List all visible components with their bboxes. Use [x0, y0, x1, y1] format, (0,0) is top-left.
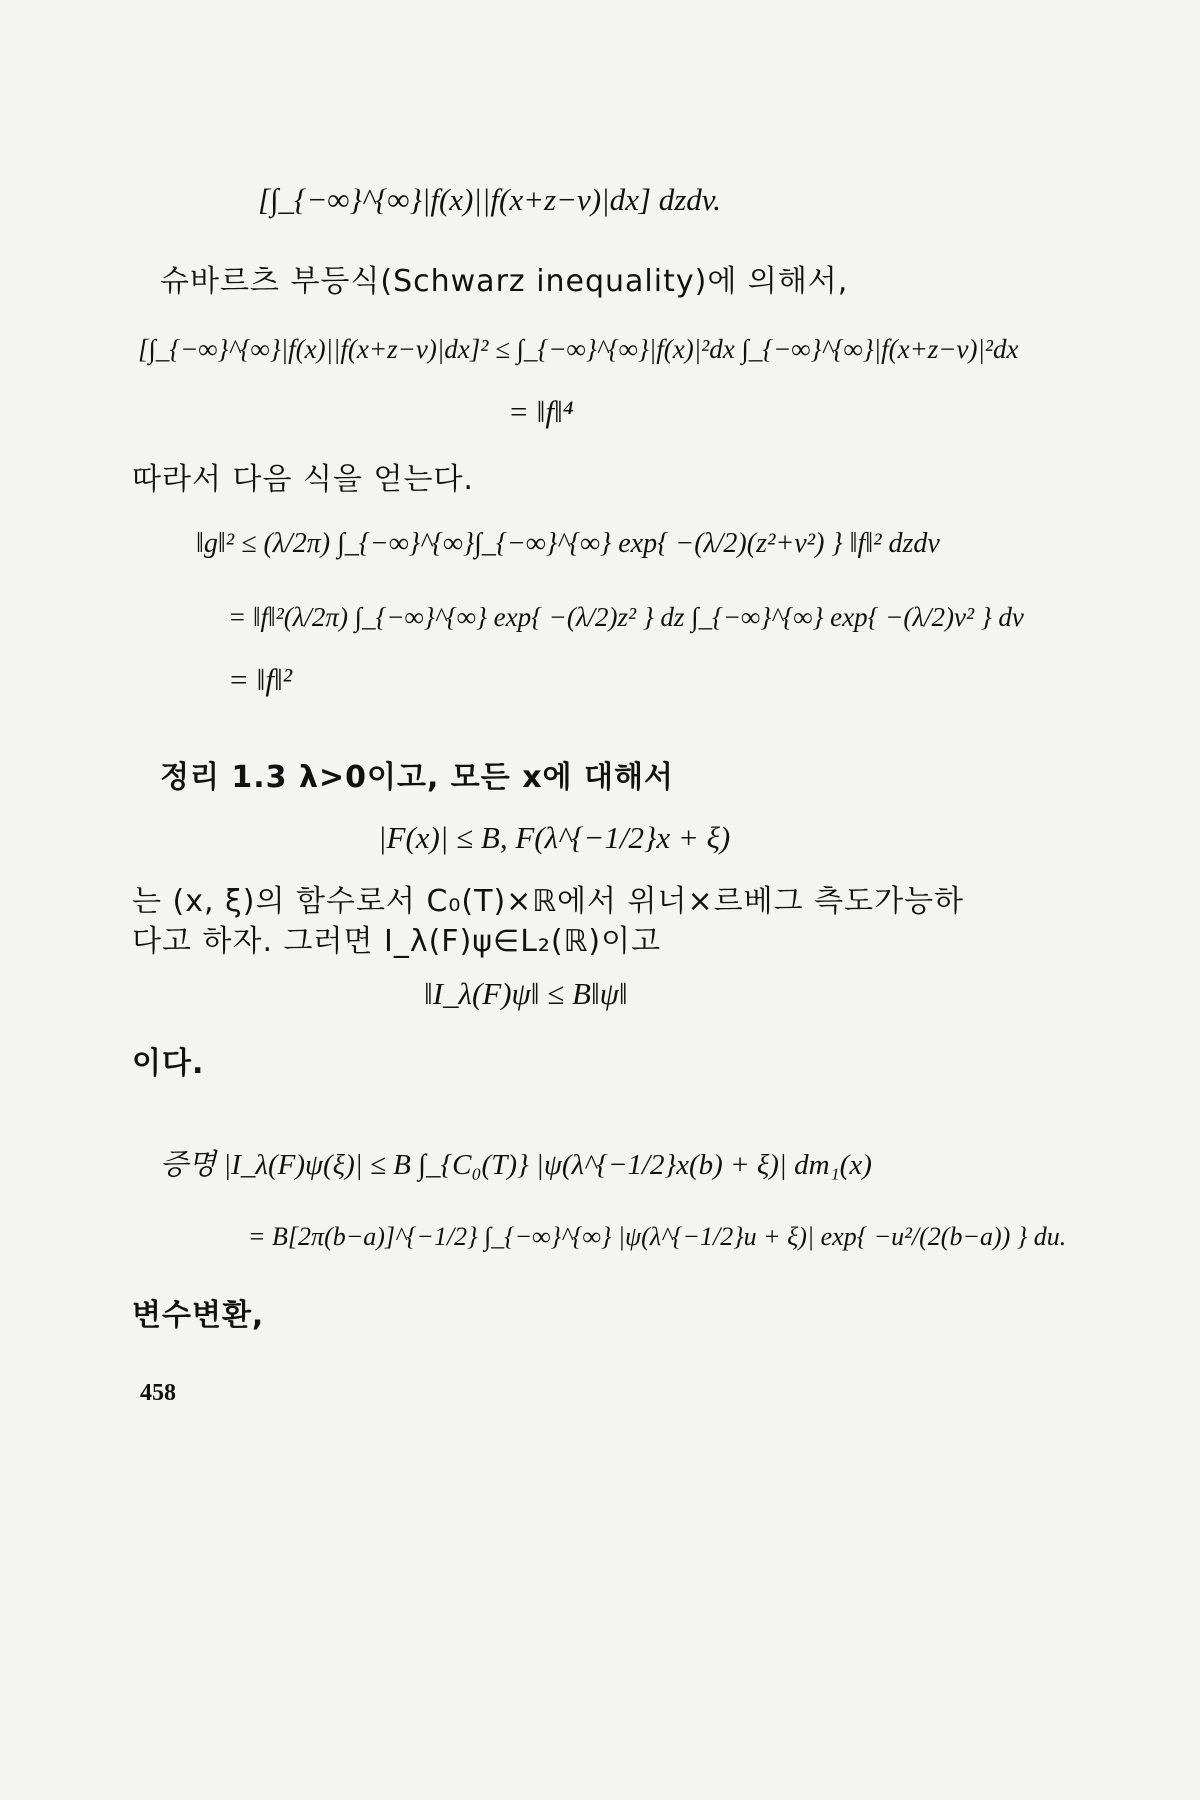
- proof-line-2: = B[2π(b−a)]^{−1/2} ∫_{−∞}^{∞} |ψ(λ^{−1/2}u + ξ)| exp{ −u²/(2(b−a)) } du.: [248, 1222, 1067, 1251]
- equation-line-1: [∫_{−∞}^{∞}|f(x)||f(x+z−v)|dx] dzdv.: [258, 182, 721, 217]
- page-number: 458: [140, 1380, 176, 1406]
- equation-line-6: = ‖f‖²: [228, 662, 292, 697]
- equation-line-3: = ‖f‖⁴: [508, 394, 574, 429]
- text-line-change-of-variables: 변수변환,: [132, 1298, 265, 1333]
- equation-line-5: = ‖f‖²(λ/2π) ∫_{−∞}^{∞} exp{ −(λ/2)z² } dz ∫_{−∞}^{∞} exp{ −(λ/2)v² } dv: [228, 602, 1024, 632]
- equation-line-4: ‖g‖² ≤ (λ/2π) ∫_{−∞}^{∞}∫_{−∞}^{∞} exp{ −(λ/2)(z²+v²) } ‖f‖² dzdv: [196, 528, 940, 559]
- equation-line-8: ‖I_λ(F)ψ‖ ≤ B‖ψ‖: [424, 976, 628, 1011]
- theorem-heading: 정리 1.3 λ>0이고, 모든 x에 대해서: [160, 760, 674, 795]
- equation-line-7: |F(x)| ≤ B, F(λ^{−1/2}x + ξ): [378, 820, 731, 855]
- equation-line-2: [∫_{−∞}^{∞}|f(x)||f(x+z−v)|dx]² ≤ ∫_{−∞}^{∞}|f(x)|²dx ∫_{−∞}^{∞}|f(x+z−v)|²dx: [138, 334, 1019, 364]
- text-line-schwarz: 슈바르츠 부등식(Schwarz inequality)에 의해서,: [160, 264, 849, 299]
- text-line-is: 이다.: [132, 1046, 205, 1081]
- text-line-therefore: 따라서 다음 식을 얻는다.: [132, 462, 474, 497]
- proof-line-1: 증명 |I_λ(F)ψ(ξ)| ≤ B ∫_{C₀(T)} |ψ(λ^{−1/2}x(b) + ξ)| dm₁(x): [160, 1149, 872, 1181]
- text-line-suppose: 다고 하자. 그러면 I_λ(F)ψ∈L₂(ℝ)이고: [132, 924, 662, 959]
- text-line-measurable: 는 (x, ξ)의 함수로서 C₀(T)×ℝ에서 위너×르베그 측도가능하: [132, 884, 965, 919]
